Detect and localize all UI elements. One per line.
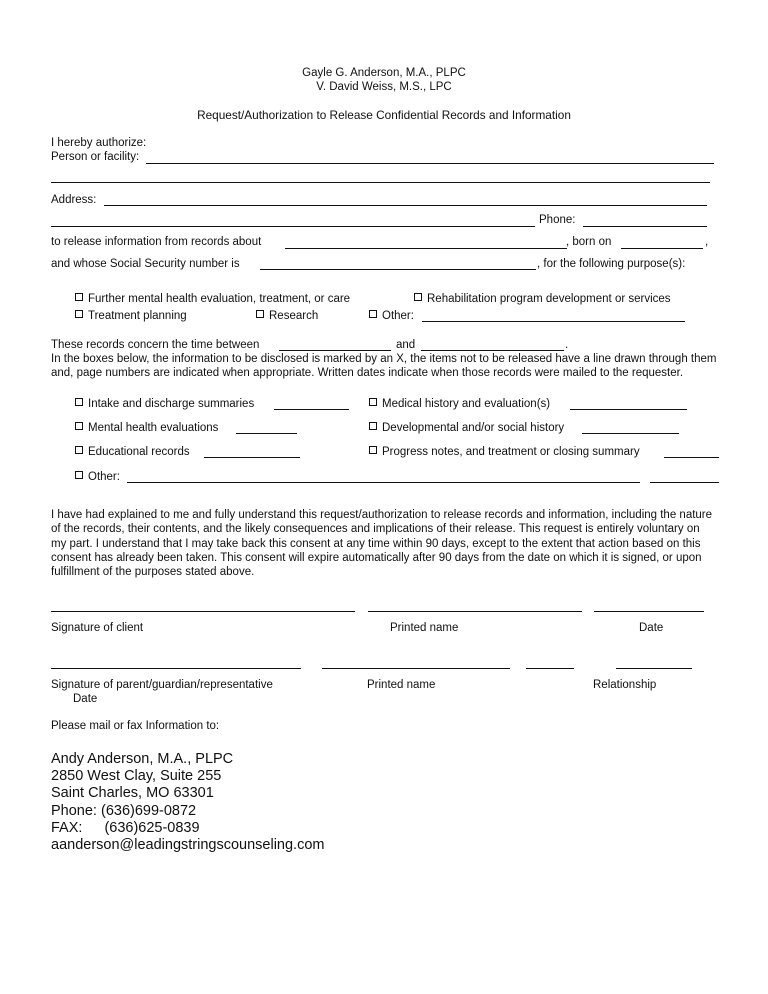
purpose-research[interactable] — [256, 309, 318, 323]
born-label: , born on — [566, 236, 612, 248]
purpose-further-evaluation[interactable] — [75, 292, 350, 306]
recipient-street: 2850 West Clay, Suite 255 — [51, 768, 222, 785]
record-educational-field[interactable] — [204, 457, 300, 458]
record-developmental-field[interactable] — [582, 433, 679, 434]
address-line-2[interactable] — [51, 226, 535, 227]
birthdate-field[interactable] — [621, 248, 703, 249]
record-label-text: Developmental and/or social history — [382, 422, 565, 434]
checkbox-icon[interactable] — [369, 422, 377, 430]
record-other-field[interactable] — [127, 482, 640, 483]
record-label-text: Mental health evaluations — [88, 422, 219, 434]
form-title: Request/Authorization to Release Confidential Records and Information — [197, 108, 571, 122]
purpose-label-text: Rehabilitation program development or services — [427, 293, 671, 305]
record-label-text: Educational records — [88, 446, 190, 458]
client-name-field[interactable] — [285, 248, 567, 249]
recipient-city: Saint Charles, MO 63301 — [51, 785, 214, 802]
phone-label: Phone: — [539, 214, 576, 226]
client-printed-name-field[interactable] — [368, 611, 582, 612]
recipient-email[interactable]: aanderson@leadingstringscounseling.com — [51, 837, 325, 854]
record-mental-health[interactable] — [75, 421, 218, 435]
parent-signature-field[interactable] — [51, 668, 301, 669]
ssn-field[interactable] — [260, 269, 536, 270]
phone-field[interactable] — [583, 226, 707, 227]
checkbox-icon[interactable] — [75, 310, 83, 318]
purpose-rehabilitation[interactable] — [414, 292, 671, 306]
recipient-fax — [51, 820, 324, 837]
person-facility-line-2[interactable] — [51, 182, 710, 183]
parent-date-label: Date — [73, 693, 98, 705]
records-start-field[interactable] — [279, 350, 391, 351]
client-date-label: Date — [639, 622, 664, 634]
purpose-treatment-planning[interactable] — [75, 309, 187, 323]
checkbox-icon[interactable] — [256, 310, 264, 318]
checkbox-icon[interactable] — [75, 422, 83, 430]
ssn-label: and whose Social Security number is — [51, 258, 240, 270]
record-label-text: Progress notes, and treatment or closing summary — [382, 446, 640, 458]
parent-relationship-field[interactable] — [526, 668, 574, 669]
record-educational[interactable] — [75, 445, 190, 459]
purpose-label-text: Other: — [382, 310, 414, 322]
person-facility-field[interactable] — [146, 163, 714, 164]
mailing-address-block — [51, 751, 324, 854]
born-comma: , — [705, 236, 709, 248]
purpose-label-text: Further mental health evaluation, treatment, or care — [88, 293, 351, 305]
purpose-label-text: Research — [269, 310, 319, 322]
recipient-name: Andy Anderson, M.A., PLPC — [51, 751, 234, 767]
parent-date-field[interactable] — [616, 668, 692, 669]
person-facility-label: Person or facility: — [51, 151, 140, 163]
record-intake-discharge[interactable] — [75, 397, 254, 411]
parent-signature-label: Signature of parent/guardian/representative — [51, 679, 273, 691]
record-intake-field[interactable] — [274, 409, 349, 410]
client-signature-label: Signature of client — [51, 622, 144, 634]
provider-name-1: Gayle G. Anderson, M.A., PLPC — [302, 67, 466, 79]
checkbox-icon[interactable] — [369, 446, 377, 454]
parent-relationship-label: Relationship — [593, 679, 657, 691]
checkbox-icon[interactable] — [414, 293, 422, 301]
consent-paragraph: I have had explained to me and fully understand this request/authorization to release records and information, including the nature of the records, their contents, and the likely consequences and implications of their release. This request is entirely voluntary on my part. I understand that I may take back this consent at any time within 90 days, except to the extent that action based on this consent has already been taken. This consent will expire automatically after 90 days from the date on which it is signed, or upon fulfillment of the purposes stated above. — [51, 509, 713, 579]
fax-number: (636)625-0839 — [104, 819, 200, 836]
record-mental-field[interactable] — [236, 433, 297, 434]
checkbox-icon[interactable] — [75, 398, 83, 406]
record-label-text: Intake and discharge summaries — [88, 398, 255, 410]
address-field[interactable] — [104, 205, 707, 206]
checkbox-icon[interactable] — [75, 446, 83, 454]
provider-name-2: V. David Weiss, M.S., LPC — [316, 81, 452, 93]
record-progress-field[interactable] — [664, 457, 719, 458]
fax-label: FAX: — [51, 819, 83, 836]
purpose-label-text: Treatment planning — [88, 310, 187, 322]
parent-printed-name-field[interactable] — [322, 668, 510, 669]
record-medical-field[interactable] — [570, 409, 687, 410]
record-medical-history[interactable] — [369, 397, 550, 411]
record-progress-notes[interactable] — [369, 445, 640, 459]
purpose-label: , for the following purpose(s): — [537, 258, 686, 270]
record-other-field-2[interactable] — [650, 482, 719, 483]
release-label: to release information from records about — [51, 236, 262, 248]
mail-fax-label: Please mail or fax Information to: — [51, 720, 220, 732]
record-developmental[interactable] — [369, 421, 564, 435]
records-between-label: These records concern the time between — [51, 339, 260, 351]
record-label-text: Other: — [88, 471, 120, 483]
records-and-label: and — [396, 339, 416, 351]
purpose-other-field[interactable] — [422, 321, 685, 322]
checkbox-icon[interactable] — [369, 310, 377, 318]
records-period: . — [565, 339, 569, 351]
checkbox-icon[interactable] — [75, 293, 83, 301]
recipient-phone: Phone: (636)699-0872 — [51, 802, 197, 819]
record-other[interactable] — [75, 470, 120, 484]
purpose-other[interactable] — [369, 309, 414, 323]
records-instructions: In the boxes below, the information to be disclosed is marked by an X, the items not to be released have a line drawn through them and, page numbers are indicated when appropriate. Written dates indicate when those records were mailed to the requester. — [51, 353, 717, 380]
authorize-intro: I hereby authorize: — [51, 137, 147, 149]
record-label-text: Medical history and evaluation(s) — [382, 398, 551, 410]
checkbox-icon[interactable] — [369, 398, 377, 406]
address-label: Address: — [51, 194, 97, 206]
client-printed-name-label: Printed name — [390, 622, 459, 634]
client-signature-field[interactable] — [51, 611, 355, 612]
records-end-field[interactable] — [421, 350, 564, 351]
checkbox-icon[interactable] — [75, 471, 83, 479]
client-date-field[interactable] — [594, 611, 704, 612]
parent-printed-name-label: Printed name — [367, 679, 436, 691]
